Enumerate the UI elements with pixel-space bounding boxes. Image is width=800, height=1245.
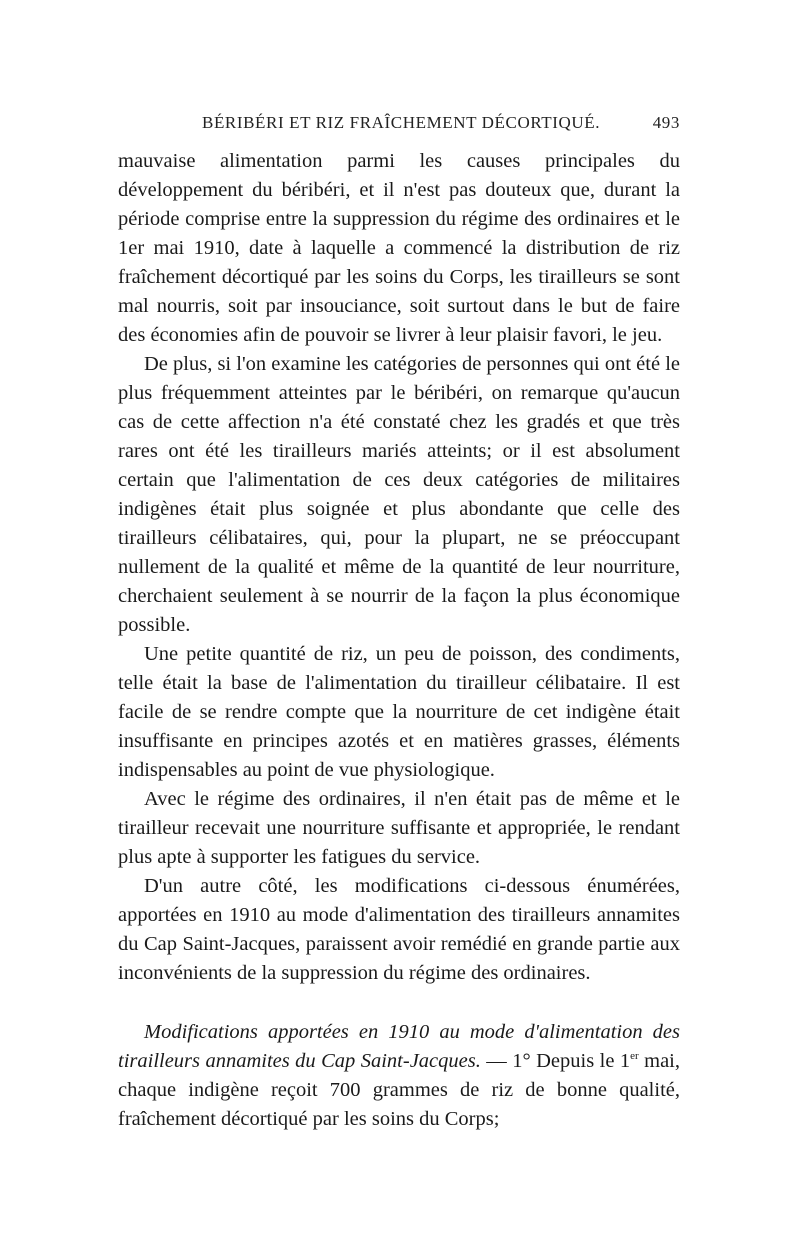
paragraph: D'un autre côté, les modifications ci-dessous énumérées, apportées en 1910 au mode d'alimentation des tirailleurs annamites du Cap Saint-Jacques, paraissent avoir remédié en grande partie aux inconvénients de la suppression du régime des ordinaires. [118, 875, 680, 984]
paragraph: De plus, si l'on examine les catégories de personnes qui ont été le plus fréquemment atteintes par le béribéri, on remarque qu'aucun cas de cette affection n'a été constaté chez les gradés et que très rares ont été les tirailleurs mariés atteints; or il est absolument certain que l'alimentation de ces deux catégories de militaires indigènes était plus soignée et plus abondante que celle des tirailleurs célibataires, qui, pour la plupart, ne se préoccupant nullement de la qualité et même de la quantité de leur nourriture, cherchaient seulement à se nourrir de la façon la plus économique possible. [118, 353, 680, 636]
paragraph-continued: mauvaise alimentation parmi les causes principales du développement du béribéri, et il n'est pas douteux que, durant la période comprise entre la suppression du régime des ordinaires et le 1er mai 1910, date à laquelle a commencé la distribution de riz fraîchement décortiqué par les soins du Corps, les tirailleurs se sont mal nourris, soit par insouciance, soit surtout dans le but de faire des économies afin de pouvoir se livrer à leur plaisir favori, le jeu. [118, 150, 680, 346]
section-heading: Modifications apportées en 1910 au mode d'alimentation des tirailleurs annamites du Cap Saint-Jacques. [118, 1021, 680, 1072]
paragraph: Avec le régime des ordinaires, il n'en était pas de même et le tirailleur recevait une nourriture suffisante et appropriée, le rendant plus apte à supporter les fatigues du service. [118, 788, 680, 868]
running-header [118, 113, 680, 139]
running-title: BÉRIBÉRI ET RIZ FRAÎCHEMENT DÉCORTIQUÉ. [202, 113, 601, 132]
page-number: 493 [652, 113, 680, 132]
item-date-superscript: er [630, 1050, 639, 1063]
heading-dash: — [480, 1050, 513, 1072]
item-text-end: mai, chaque indigène reçoit 700 grammes de riz de bonne qualité, fraîchement décortiqué par les soins du Corps; [118, 1050, 680, 1130]
body-text [118, 147, 680, 988]
section-paragraph [118, 1018, 680, 1134]
item-text-start: Depuis le [530, 1050, 620, 1072]
modifications-section [118, 1018, 680, 1134]
paragraph: Une petite quantité de riz, un peu de poisson, des condiments, telle était la base de l'alimentation du tirailleur célibataire. Il est facile de se rendre compte que la nourriture de cet indigène était insuffisante en principes azotés et en matières grasses, éléments indispensables au point de vue physiologique. [118, 643, 680, 781]
item-number: 1° [512, 1050, 531, 1072]
item-date-number: 1 [619, 1050, 631, 1072]
